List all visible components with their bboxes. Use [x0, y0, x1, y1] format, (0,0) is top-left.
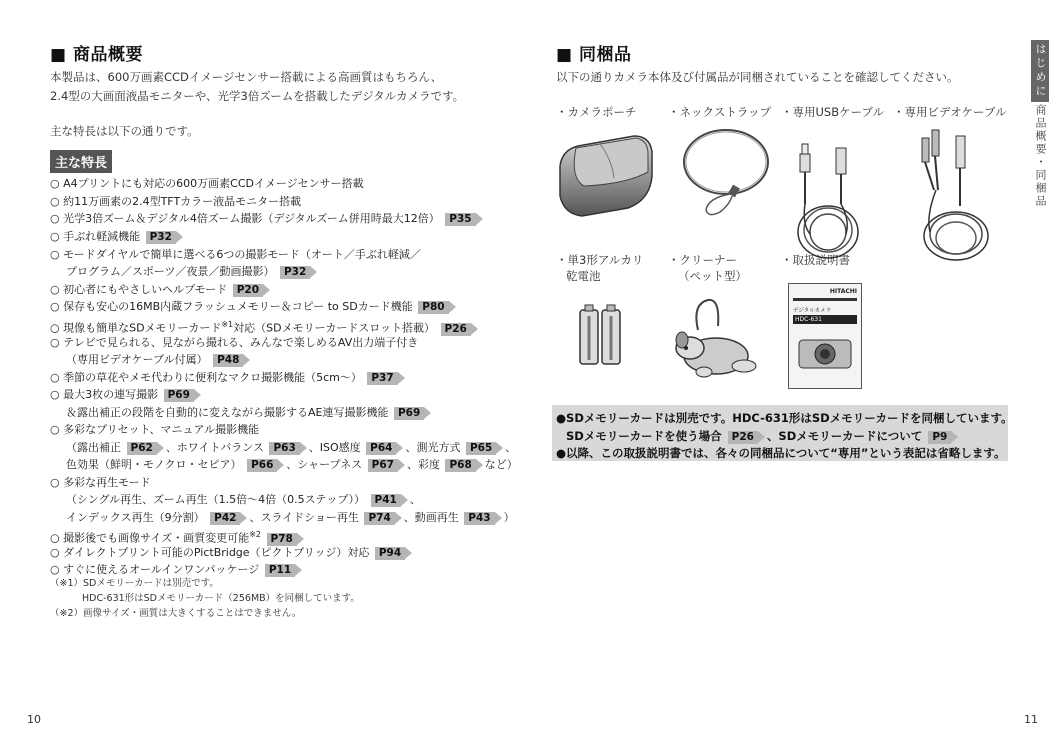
feature-text: 、 [505, 441, 517, 454]
page-ref[interactable]: P35 [445, 213, 475, 226]
usb-cable-image [790, 124, 866, 264]
page-ref[interactable]: P20 [233, 284, 263, 297]
feature-text: ○ 初心者にもやさしいヘルプモード [50, 283, 228, 296]
feature-text: ○ 保存も安心の16MB内蔵フラッシュメモリー＆コピー to SDカード機能 [50, 300, 413, 313]
feature-text: 対応（SDメモリーカードスロット搭載） [233, 321, 436, 335]
chapter-tab[interactable]: はじめに [1031, 40, 1049, 102]
page-ref[interactable]: P26 [441, 323, 471, 336]
feature-text: 、ISO感度 [308, 441, 361, 454]
page-ref[interactable]: P32 [280, 266, 310, 279]
right-title: ■ 同梱品 [556, 45, 632, 65]
feature-text: 、測光方式 [405, 441, 461, 454]
feature-text: 色効果（鮮明・モノクロ・セピア） [66, 458, 242, 471]
page-ref[interactable]: P11 [265, 564, 295, 577]
page-ref[interactable]: P69 [164, 389, 194, 402]
footnote-1b: HDC-631形はSDメモリーカード（256MB）を同梱しています。 [82, 593, 360, 604]
feature-text: 、彩度 [406, 458, 440, 471]
accessory-label: ・取扱説明書 [781, 253, 850, 267]
manual-image [788, 283, 862, 389]
feature-item [50, 351, 252, 369]
accessory-label: ・カメラポーチ [556, 105, 637, 119]
manual-rule [793, 298, 857, 301]
manual-title: デジタルカメラ [793, 308, 832, 314]
feature-text: ○ 季節の草花やメモ代わりに便利なマクロ撮影機能（5cm～） [50, 371, 362, 384]
footnote-2: （※2）画像サイズ・画質は大きくすることはできません。 [50, 608, 302, 619]
manual-brand: HITACHI [829, 288, 857, 295]
feature-item [50, 228, 185, 246]
neck-strap-image [680, 126, 776, 222]
accessory-label: ・単3形アルカリ [556, 253, 644, 267]
page-ref[interactable]: P80 [418, 301, 448, 314]
intro-line-1: 本製品は、600万画素CCDイメージセンサー搭載による高画質はもちろん、 [50, 70, 443, 84]
feature-text: （シングル再生、ズーム再生（1.5倍～4倍（0.5ステップ）） [66, 493, 365, 506]
feature-item [50, 421, 259, 439]
chapter-subtitle: 商品概要・同梱品 [1034, 104, 1047, 208]
notice-box [552, 405, 1013, 461]
pet-cleaner-image [668, 296, 764, 386]
feature-item [50, 210, 485, 228]
page-ref[interactable]: P43 [464, 512, 494, 525]
feature-item [50, 509, 515, 527]
feature-text: ○ すぐに使えるオールインワンパッケージ [50, 563, 260, 576]
page-ref[interactable]: P65 [466, 442, 496, 455]
page-ref[interactable]: P42 [210, 512, 240, 525]
camera-pouch-image [556, 126, 656, 218]
feature-text: ○ 約11万画素の2.4型TFTカラー液晶モニター搭載 [50, 195, 302, 208]
page-ref[interactable]: P26 [728, 431, 758, 444]
feature-item [50, 281, 272, 299]
accessory-label: ・クリーナー [668, 253, 737, 267]
batteries-image [576, 302, 626, 368]
feature-text: など） [484, 458, 518, 471]
feature-text: ○ 最大3枚の連写撮影 [50, 388, 159, 401]
page-ref[interactable]: P67 [368, 459, 398, 472]
feature-item [50, 369, 407, 387]
feature-text: ） [503, 511, 515, 524]
page-ref[interactable]: P69 [394, 407, 424, 420]
notice-line-1: ●SDメモリーカードは別売です。HDC-631形はSDメモリーカードを同梱しています。 [556, 411, 1013, 425]
footnote-mark: ※2 [249, 530, 262, 539]
feature-item [50, 544, 414, 562]
feature-item [50, 386, 203, 404]
accessory-label: ・専用USBケーブル [781, 105, 885, 119]
feature-item [50, 193, 301, 211]
page-ref[interactable]: P78 [267, 533, 297, 546]
feature-text: ○ 多彩な再生モード [50, 476, 151, 489]
feature-text: ＆露出補正の段階を自動的に変えながら撮影するAE連写撮影機能 [66, 406, 389, 419]
feature-item [50, 175, 364, 193]
left-title: ■ 商品概要 [50, 45, 143, 65]
manual-camera-icon [797, 334, 853, 370]
video-cable-image [912, 120, 1012, 266]
feature-item [50, 491, 421, 509]
feature-text: 、シャープネス [286, 458, 363, 471]
page-ref[interactable]: P66 [247, 459, 277, 472]
feature-text: 、動画再生 [403, 511, 459, 524]
feature-item [50, 456, 518, 474]
footnote-mark: ※1 [221, 320, 234, 329]
accessory-label: 乾電池 [566, 269, 601, 283]
page-ref[interactable]: P32 [146, 231, 176, 244]
page-ref[interactable]: P94 [375, 547, 405, 560]
feature-text: インデックス再生（9分割） [66, 511, 205, 524]
accessory-label: ・ネックストラップ [668, 105, 772, 119]
feature-text: ○ ダイレクトプリント可能のPictBridge（ピクトブリッジ）対応 [50, 546, 370, 559]
page-ref[interactable]: P37 [367, 372, 397, 385]
feature-text: ○ テレビで見られる、見ながら撮れる、みんなで楽しめるAV出力端子付き [50, 336, 419, 349]
manual-model: HDC-631 [793, 315, 857, 324]
accessories-intro: 以下の通りカメラ本体及び付属品が同梱されていることを確認してください。 [556, 70, 959, 84]
page-ref[interactable]: P64 [366, 442, 396, 455]
feature-text: ○ A4プリントにも対応の600万画素CCDイメージセンサー搭載 [50, 177, 364, 190]
notice-text: 、SDメモリーカードについて [766, 429, 923, 443]
feature-text: 、ホワイトバランス [165, 441, 264, 454]
feature-text: プログラム／スポーツ／夜景／動画撮影） [66, 265, 275, 278]
page-ref[interactable]: P62 [127, 442, 157, 455]
feature-item [50, 246, 421, 264]
feature-text: ○ 光学3倍ズーム＆デジタル4倍ズーム撮影（デジタルズーム併用時最大12倍） [50, 212, 440, 225]
feature-text: ○ 撮影後でも画像サイズ・画質変更可能 [50, 531, 250, 545]
notice-line-3: ●以降、この取扱説明書では、各々の同梱品について“専用”という表記は省略します。 [556, 446, 1006, 460]
feature-item [50, 334, 418, 352]
intro-line-2: 2.4型の大画面液晶モニターや、光学3倍ズームを搭載したデジタルカメラです。 [50, 89, 465, 103]
feature-text: ○ 手ぶれ軽減機能 [50, 230, 141, 243]
feature-item [50, 298, 458, 316]
features-lead: 主な特長は以下の通りです。 [50, 124, 199, 138]
page-ref[interactable]: P9 [928, 431, 951, 444]
page-ref[interactable]: P63 [269, 442, 299, 455]
feature-text: 、スライドショー再生 [249, 511, 359, 524]
feature-item [50, 439, 516, 457]
page-ref[interactable]: P74 [364, 512, 394, 525]
footnote-1: （※1）SDメモリーカードは別売です。 [50, 578, 219, 589]
page-ref[interactable]: P68 [445, 459, 475, 472]
feature-text: ○ モードダイヤルで簡単に選べる6つの撮影モード（オート／手ぶれ軽減／ [50, 248, 421, 261]
page-ref[interactable]: P41 [371, 494, 401, 507]
feature-item [50, 474, 151, 492]
notice-text: SDメモリーカードを使う場合 [566, 429, 722, 443]
page-number-left: 10 [27, 713, 41, 726]
accessory-label: （ペット型） [678, 269, 747, 283]
features-heading: 主な特長 [50, 150, 112, 173]
feature-text: ○ 現像も簡単なSDメモリーカード [50, 321, 222, 335]
feature-item [50, 404, 433, 422]
feature-item [50, 263, 319, 281]
feature-text: （専用ビデオケーブル付属） [66, 353, 208, 366]
page-ref[interactable]: P48 [213, 354, 243, 367]
feature-text: ○ 多彩なプリセット、マニュアル撮影機能 [50, 423, 260, 436]
feature-text: 、 [409, 493, 421, 506]
feature-text: （露出補正 [66, 441, 121, 454]
page-number-right: 11 [1024, 713, 1038, 726]
accessory-label: ・専用ビデオケーブル [893, 105, 1007, 119]
